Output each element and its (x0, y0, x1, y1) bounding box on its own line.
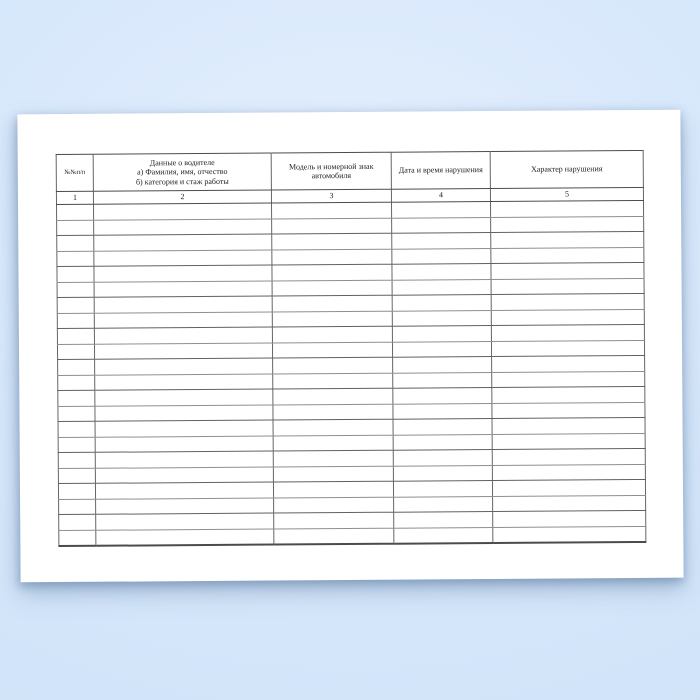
empty-cell-violation (491, 293, 644, 310)
empty-cell-violation (493, 510, 646, 527)
empty-cell-driver (94, 250, 272, 267)
empty-cell-violation (492, 448, 645, 465)
empty-cell-num (58, 483, 95, 499)
column-number-cell: 4 (391, 189, 490, 203)
empty-cell-num (58, 375, 95, 391)
empty-cell-violation (491, 231, 644, 248)
empty-cell-vehicle (273, 419, 393, 435)
empty-cell-datetime (392, 217, 491, 233)
table-head (56, 150, 643, 204)
empty-cell-violation (492, 371, 645, 388)
empty-cell-num (58, 359, 95, 375)
empty-cell-violation (491, 247, 644, 264)
empty-cell-datetime (392, 295, 491, 311)
empty-cell-driver (95, 482, 273, 499)
empty-cell-num (57, 204, 94, 220)
empty-cell-vehicle (273, 481, 393, 497)
empty-cell-vehicle (273, 404, 393, 420)
header-text-line: Характер нарушения (531, 164, 603, 174)
empty-cell-vehicle (273, 388, 393, 404)
empty-cell-datetime (392, 279, 491, 295)
empty-cell-num (57, 266, 94, 282)
empty-cell-datetime (393, 357, 492, 373)
empty-cell-num (58, 452, 95, 468)
empty-cell-num (58, 468, 95, 484)
empty-cell-violation (491, 324, 644, 341)
empty-cell-datetime (394, 527, 493, 544)
empty-cell-num (59, 530, 96, 546)
header-cell-datetime (391, 152, 490, 190)
empty-cell-violation (492, 433, 645, 450)
empty-cell-violation (490, 200, 643, 217)
header-text-line: Модель и номерной знак (288, 161, 374, 171)
empty-cell-violation (492, 417, 645, 434)
column-number-cell: 3 (271, 189, 391, 203)
empty-cell-vehicle (272, 326, 392, 342)
empty-cell-num (58, 437, 95, 453)
empty-cell-datetime (392, 341, 491, 357)
empty-cell-driver (94, 265, 272, 282)
empty-cell-datetime (393, 388, 492, 404)
empty-cell-driver (94, 312, 272, 329)
empty-cell-vehicle (273, 435, 393, 451)
empty-cell-num (58, 421, 95, 437)
table-body (57, 200, 646, 546)
empty-cell-num (57, 328, 94, 344)
header-cell-vehicle (271, 152, 391, 190)
empty-cell-datetime (392, 233, 491, 249)
empty-cell-num (57, 297, 94, 313)
empty-cell-num (59, 514, 96, 530)
empty-cell-vehicle (273, 373, 393, 389)
empty-cell-datetime (393, 481, 492, 497)
empty-cell-num (58, 406, 95, 422)
empty-cell-vehicle (274, 512, 394, 528)
header-text-line: Дата и время нарушения (398, 165, 483, 175)
empty-cell-driver (95, 451, 273, 468)
header-text-line: №№п/п (64, 169, 86, 177)
empty-cell-driver (94, 234, 272, 251)
empty-cell-vehicle (272, 202, 392, 218)
empty-cell-vehicle (272, 295, 392, 311)
empty-cell-datetime (393, 419, 492, 435)
empty-cell-vehicle (273, 466, 393, 482)
column-number-cell: 2 (93, 190, 271, 204)
header-row (56, 150, 643, 191)
empty-cell-violation (492, 355, 645, 372)
empty-cell-violation (491, 340, 644, 357)
header-text-line: автомобиля (311, 170, 352, 181)
header-text-line: б) категория и стаж работы (135, 176, 229, 187)
header-text-line: Данные о водителе (149, 157, 215, 168)
empty-cell-datetime (393, 372, 492, 388)
empty-cell-violation (492, 479, 645, 496)
empty-data-row (59, 526, 646, 546)
empty-cell-vehicle (273, 450, 393, 466)
empty-cell-violation (492, 386, 645, 403)
empty-cell-violation (493, 495, 646, 512)
empty-cell-num (57, 220, 94, 236)
empty-cell-violation (492, 464, 645, 481)
empty-cell-datetime (394, 512, 493, 528)
column-number-cell: 5 (490, 187, 643, 201)
empty-cell-driver (94, 296, 272, 313)
empty-cell-driver (96, 529, 274, 546)
empty-cell-driver (94, 203, 272, 220)
empty-cell-driver (95, 389, 273, 406)
empty-cell-vehicle (274, 497, 394, 513)
empty-cell-driver (95, 405, 273, 422)
header-cell-driver (93, 153, 271, 191)
empty-cell-driver (94, 281, 272, 298)
empty-cell-vehicle (272, 249, 392, 265)
empty-cell-datetime (392, 310, 491, 326)
violations-log-table (56, 150, 647, 547)
column-number-cell: 1 (56, 191, 93, 204)
empty-cell-vehicle (272, 311, 392, 327)
empty-cell-num (57, 282, 94, 298)
empty-cell-datetime (393, 434, 492, 450)
empty-cell-datetime (392, 264, 491, 280)
empty-cell-datetime (392, 326, 491, 342)
empty-cell-driver (95, 358, 273, 375)
empty-cell-driver (95, 374, 273, 391)
empty-cell-vehicle (272, 342, 392, 358)
empty-cell-datetime (391, 202, 490, 218)
empty-cell-violation (491, 216, 644, 233)
document-sheet (17, 110, 683, 583)
empty-cell-datetime (394, 496, 493, 512)
empty-cell-datetime (392, 248, 491, 264)
empty-cell-vehicle (272, 233, 392, 249)
empty-cell-vehicle (274, 528, 394, 545)
empty-cell-datetime (393, 403, 492, 419)
empty-cell-violation (492, 402, 645, 419)
empty-cell-violation (491, 309, 644, 326)
empty-cell-driver (94, 327, 272, 344)
empty-cell-driver (95, 436, 273, 453)
empty-cell-num (57, 344, 94, 360)
empty-cell-num (58, 390, 95, 406)
empty-cell-num (57, 251, 94, 267)
empty-cell-vehicle (272, 218, 392, 234)
header-cell-violation (490, 150, 643, 188)
empty-cell-violation (491, 262, 644, 279)
empty-cell-vehicle (272, 264, 392, 280)
empty-cell-vehicle (273, 357, 393, 373)
empty-cell-violation (491, 278, 644, 295)
empty-cell-datetime (393, 465, 492, 481)
empty-cell-driver (94, 219, 272, 236)
empty-cell-driver (95, 420, 273, 437)
empty-cell-num (57, 313, 94, 329)
empty-cell-datetime (393, 450, 492, 466)
empty-cell-num (57, 235, 94, 251)
empty-cell-driver (95, 467, 273, 484)
header-text-line: а) Фамилия, имя, отчество (137, 167, 228, 177)
empty-cell-num (59, 499, 96, 515)
empty-cell-vehicle (272, 280, 392, 296)
empty-cell-driver (96, 513, 274, 530)
empty-cell-driver (94, 343, 272, 360)
header-cell-num (56, 154, 93, 191)
empty-cell-violation (493, 526, 646, 543)
empty-cell-driver (96, 498, 274, 515)
